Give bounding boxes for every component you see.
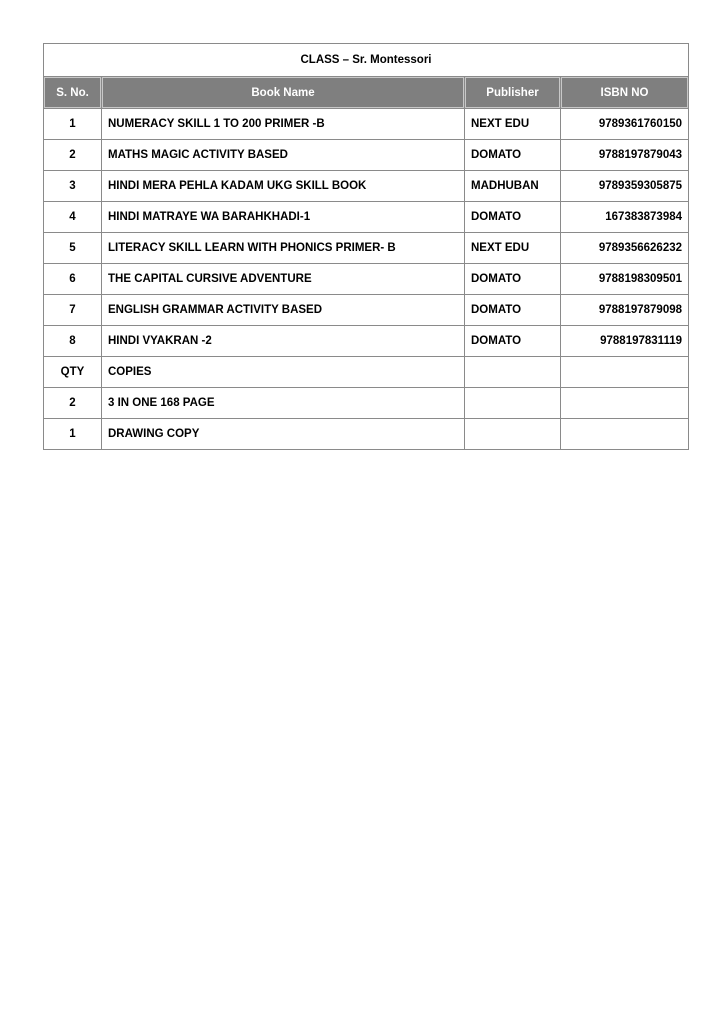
- row-isbn: 9789361760150: [561, 109, 689, 140]
- header-book-name: Book Name: [102, 77, 465, 109]
- header-sno: S. No.: [44, 77, 102, 109]
- book-list-sheet: [43, 43, 688, 450]
- row-isbn: 9788197879043: [561, 140, 689, 171]
- copies-qty: 2: [44, 388, 102, 419]
- table-row: [44, 326, 689, 357]
- table-row: [44, 140, 689, 171]
- row-publisher: DOMATO: [465, 295, 561, 326]
- row-book-name: HINDI MERA PEHLA KADAM UKG SKILL BOOK: [102, 171, 465, 202]
- row-sno: 8: [44, 326, 102, 357]
- row-isbn: 9788198309501: [561, 264, 689, 295]
- empty-cell: [465, 419, 561, 450]
- row-isbn: 9789359305875: [561, 171, 689, 202]
- empty-cell: [561, 388, 689, 419]
- row-book-name: HINDI MATRAYE WA BARAHKHADI-1: [102, 202, 465, 233]
- table-row: [44, 109, 689, 140]
- row-isbn: 9788197831119: [561, 326, 689, 357]
- copies-name: 3 IN ONE 168 PAGE: [102, 388, 465, 419]
- row-isbn: 167383873984: [561, 202, 689, 233]
- row-book-name: THE CAPITAL CURSIVE ADVENTURE: [102, 264, 465, 295]
- row-publisher: NEXT EDU: [465, 109, 561, 140]
- row-sno: 3: [44, 171, 102, 202]
- row-publisher: NEXT EDU: [465, 233, 561, 264]
- row-publisher: DOMATO: [465, 202, 561, 233]
- table-row: [44, 233, 689, 264]
- row-sno: 5: [44, 233, 102, 264]
- row-publisher: MADHUBAN: [465, 171, 561, 202]
- empty-cell: [561, 357, 689, 388]
- empty-cell: [561, 419, 689, 450]
- row-publisher: DOMATO: [465, 264, 561, 295]
- header-row: [44, 77, 689, 109]
- copies-label-header: COPIES: [102, 357, 465, 388]
- copies-qty-header: QTY: [44, 357, 102, 388]
- copies-row: [44, 419, 689, 450]
- row-publisher: DOMATO: [465, 326, 561, 357]
- row-isbn: 9789356626232: [561, 233, 689, 264]
- copies-header-row: [44, 357, 689, 388]
- row-sno: 1: [44, 109, 102, 140]
- row-book-name: ENGLISH GRAMMAR ACTIVITY BASED: [102, 295, 465, 326]
- copies-qty: 1: [44, 419, 102, 450]
- row-publisher: DOMATO: [465, 140, 561, 171]
- row-book-name: MATHS MAGIC ACTIVITY BASED: [102, 140, 465, 171]
- row-sno: 2: [44, 140, 102, 171]
- book-list-table: [43, 43, 689, 450]
- row-book-name: LITERACY SKILL LEARN WITH PHONICS PRIMER- B: [102, 233, 465, 264]
- empty-cell: [465, 357, 561, 388]
- table-row: [44, 295, 689, 326]
- table-row: [44, 171, 689, 202]
- header-publisher: Publisher: [465, 77, 561, 109]
- table-row: [44, 264, 689, 295]
- row-book-name: NUMERACY SKILL 1 TO 200 PRIMER -B: [102, 109, 465, 140]
- title-row: [44, 44, 689, 77]
- row-sno: 6: [44, 264, 102, 295]
- row-sno: 4: [44, 202, 102, 233]
- table-row: [44, 202, 689, 233]
- row-isbn: 9788197879098: [561, 295, 689, 326]
- empty-cell: [465, 388, 561, 419]
- copies-name: DRAWING COPY: [102, 419, 465, 450]
- row-sno: 7: [44, 295, 102, 326]
- header-isbn: ISBN NO: [561, 77, 689, 109]
- copies-row: [44, 388, 689, 419]
- row-book-name: HINDI VYAKRAN -2: [102, 326, 465, 357]
- class-title: CLASS – Sr. Montessori: [44, 44, 689, 77]
